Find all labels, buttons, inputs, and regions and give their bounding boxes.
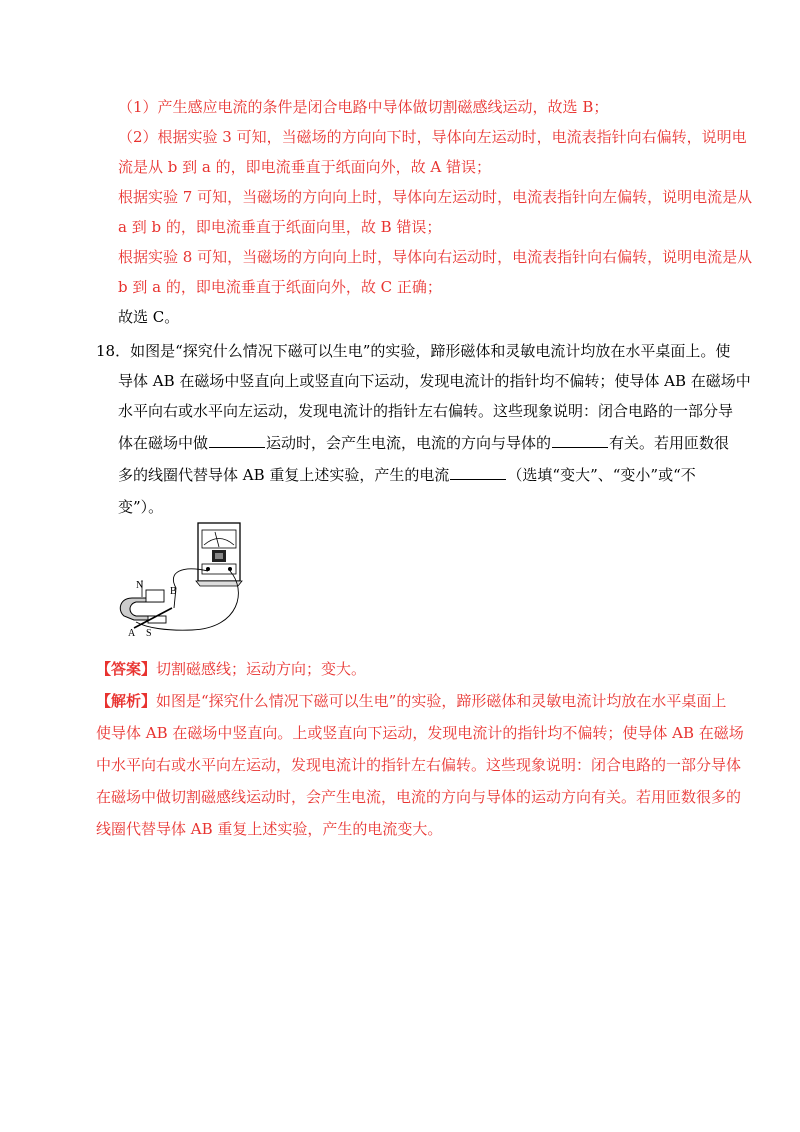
- prev-solution-line-4: 根据实验 7 可知，当磁场的方向向上时，导体向左运动时，电流表指针向左偏转，说明电流是从: [118, 188, 753, 206]
- analysis-line-4: 在磁场中做切割磁感线运动时，会产生电流，电流的方向与导体的运动方向有关。若用匝数很多的: [96, 788, 742, 806]
- prev-solution-line-6: 根据实验 8 可知，当磁场的方向向上时，导体向右运动时，电流表指针向右偏转，说明电流是从: [118, 248, 753, 266]
- label-n: N: [136, 580, 144, 591]
- question-number: 18．: [96, 342, 131, 360]
- answer-tag: 【答案】: [96, 660, 157, 678]
- horseshoe-magnet-icon: [120, 590, 166, 623]
- prev-solution-line-7: b 到 a 的，即电流垂直于纸面向外，故 C 正确；: [118, 278, 442, 296]
- answer-text: 切割磁感线；运动方向；变大。: [156, 660, 367, 678]
- label-a: A: [128, 628, 136, 639]
- answer-blank-3[interactable]: [450, 465, 506, 480]
- question-text-line-3: 水平向右或水平向左运动，发现电流计的指针左右偏转。这些现象说明：闭合电路的一部分导: [118, 402, 734, 420]
- question-text-line-5: 多的线圈代替导体 AB 重复上述实验，产生的电流 （选填“变大”、“变小”或“不: [118, 466, 696, 484]
- analysis-tag: 【解析】: [96, 692, 157, 710]
- analysis-line-1: 【解析】如图是“探究什么情况下磁可以生电”的实验，蹄形磁体和灵敏电流计均放在水平桌面上: [96, 692, 727, 710]
- question-text-line-2: 导体 AB 在磁场中竖直向上或竖直向下运动，发现电流计的指针均不偏转；使导体 AB 在磁场中: [118, 372, 751, 390]
- galvanometer-icon: [196, 523, 242, 586]
- prev-solution-line-1: （1）产生感应电流的条件是闭合电路中导体做切割磁感线运动，故选 B；: [118, 98, 609, 116]
- question-text-line-1: 18．如图是“探究什么情况下磁可以生电”的实验，蹄形磁体和灵敏电流计均放在水平桌面上。使: [96, 342, 731, 360]
- analysis-line-5: 线圈代替导体 AB 重复上述实验，产生的电流变大。: [96, 820, 443, 838]
- prev-solution-final: 故选 C。: [118, 308, 180, 326]
- prev-solution-line-2: （2）根据实验 3 可知，当磁场的方向向下时，导体向左运动时，电流表指针向右偏转，说明电: [118, 128, 747, 146]
- prev-solution-line-5: a 到 b 的，即电流垂直于纸面向里，故 B 错误；: [118, 218, 442, 236]
- answer-blank-1[interactable]: [209, 433, 265, 448]
- label-s: S: [146, 628, 152, 639]
- question-text-line-4: 体在磁场中做 运动时，会产生电流，电流的方向与导体的 有关。若用匝数很: [118, 434, 730, 452]
- prev-solution-line-3: 流是从 b 到 a 的，即电流垂直于纸面向外，故 A 错误；: [118, 158, 491, 176]
- question-text-line-6: 变”）。: [118, 498, 164, 516]
- experiment-figure: [112, 520, 262, 640]
- answer-blank-2[interactable]: [552, 433, 608, 448]
- label-b: B: [170, 586, 177, 597]
- analysis-line-3: 中水平向右或水平向左运动，发现电流计的指针左右偏转。这些现象说明：闭合电路的一部分导体: [96, 756, 742, 774]
- answer-line: [96, 658, 366, 680]
- analysis-line-2: 使导体 AB 在磁场中竖直向。上或竖直向下运动，发现电流计的指针均不偏转；使导体 AB 在磁场: [96, 724, 744, 742]
